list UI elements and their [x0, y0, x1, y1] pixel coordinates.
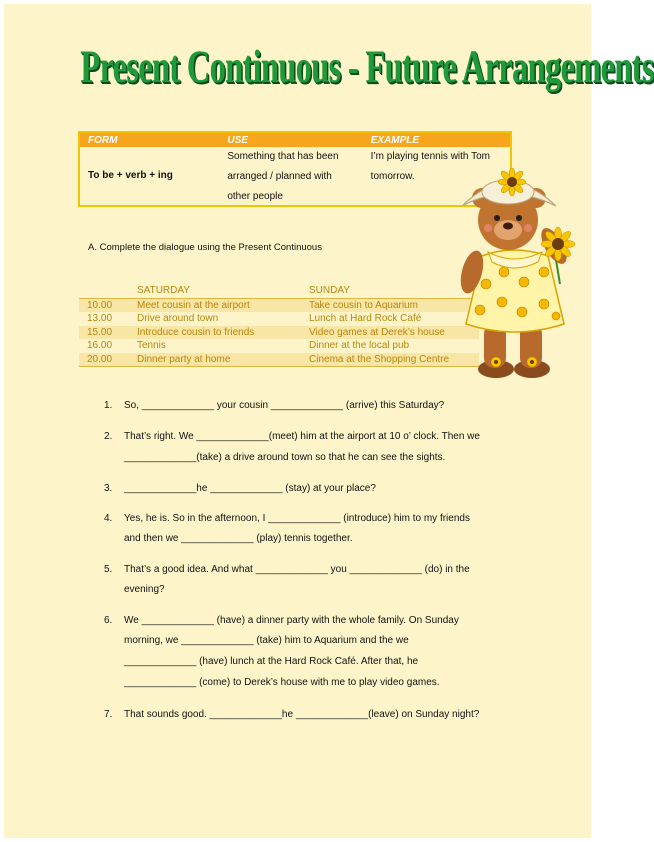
question-number: 3.: [104, 483, 113, 494]
schedule-header-sunday: SUNDAY: [309, 285, 350, 297]
schedule-sunday: Dinner at the local pub: [309, 340, 410, 352]
use-cell: [227, 147, 370, 205]
schedule-time: 15.00: [87, 326, 113, 338]
question-text: Yes, he is. So in the afternoon, I _____________ (introduce) him to my friends: [124, 513, 470, 524]
question-text: evening?: [124, 584, 165, 595]
question-text: _____________he _____________ (stay) at your place?: [124, 483, 376, 494]
schedule-row: [79, 326, 479, 340]
schedule-time: 13.00: [87, 313, 113, 325]
page-title: Present Continuous - Future Arrangements: [80, 41, 654, 93]
instruction-text: A. Complete the dialogue using the Present Continuous: [88, 242, 322, 253]
header-form: FORM: [88, 134, 118, 146]
question-text: and then we _____________ (play) tennis together.: [124, 533, 353, 544]
question-text: _____________(take) a drive around town so that he can see the sights.: [124, 452, 446, 463]
schedule-saturday: Tennis: [137, 340, 166, 352]
schedule-header-saturday: SATURDAY: [137, 285, 190, 297]
schedule-header-row: [79, 284, 479, 298]
divider: [79, 366, 479, 367]
question-number: 6.: [104, 615, 113, 626]
form-table-header: [80, 133, 510, 147]
schedule-row: [79, 353, 479, 367]
question-text: _____________ (come) to Derek’s house with me to play video games.: [124, 677, 440, 688]
schedule-saturday: Dinner party at home: [137, 353, 231, 365]
form-table: [78, 131, 512, 207]
schedule-saturday: Meet cousin at the airport: [137, 299, 250, 311]
schedule-time: 16.00: [87, 340, 113, 352]
question-text: We _____________ (have) a dinner party with the whole family. On Sunday: [124, 615, 459, 626]
question-text: That’s right. We _____________(meet) him at the airport at 10 o’ clock. Then we: [124, 431, 480, 442]
example-line: I’m playing tennis with Tom: [370, 151, 490, 162]
question-text: That’s a good idea. And what _____________ you _____________ (do) in the: [124, 564, 470, 575]
schedule-sunday: Take cousin to Aquarium: [309, 299, 418, 311]
hat-sunflower-icon: [498, 168, 526, 196]
schedule-saturday: Drive around town: [137, 313, 219, 325]
schedule-saturday: Introduce cousin to friends: [137, 326, 255, 338]
header-use: USE: [227, 134, 248, 146]
question-text: That sounds good. _____________he _____________(leave) on Sunday night?: [124, 709, 480, 720]
schedule-sunday: Video games at Derek’s house: [309, 326, 445, 338]
schedule-sunday: Lunch at Hard Rock Café: [309, 313, 422, 325]
question-number: 7.: [104, 709, 113, 720]
question-number: 1.: [104, 400, 113, 411]
use-line: arranged / planned with: [227, 171, 332, 182]
question-number: 4.: [104, 513, 113, 524]
use-line: Something that has been: [227, 151, 339, 162]
schedule-time: 10.00: [87, 299, 113, 311]
question-text: morning, we _____________ (take) him to Aquarium and the we: [124, 635, 409, 646]
question-number: 2.: [104, 431, 113, 442]
schedule-table: [79, 284, 479, 367]
worksheet-page: [4, 4, 654, 838]
schedule-sunday: Cinema at the Shopping Centre: [309, 353, 450, 365]
form-cell: To be + verb + ing: [88, 170, 173, 181]
question-text: So, _____________ your cousin _____________ (arrive) this Saturday?: [124, 400, 445, 411]
use-line: other people: [227, 191, 283, 202]
question-number: 5.: [104, 564, 113, 575]
held-sunflower-icon: [541, 227, 575, 261]
schedule-row: [79, 312, 479, 326]
teddy-bear-illustration: [452, 164, 580, 384]
schedule-time: 20.00: [87, 353, 113, 365]
question-text: _____________ (have) lunch at the Hard Rock Café. After that, he: [124, 656, 419, 667]
form-table-body: [80, 147, 510, 205]
example-line: tomorrow.: [370, 171, 415, 182]
header-example: EXAMPLE: [370, 134, 420, 146]
schedule-row: [79, 339, 479, 353]
schedule-row: [79, 299, 479, 313]
